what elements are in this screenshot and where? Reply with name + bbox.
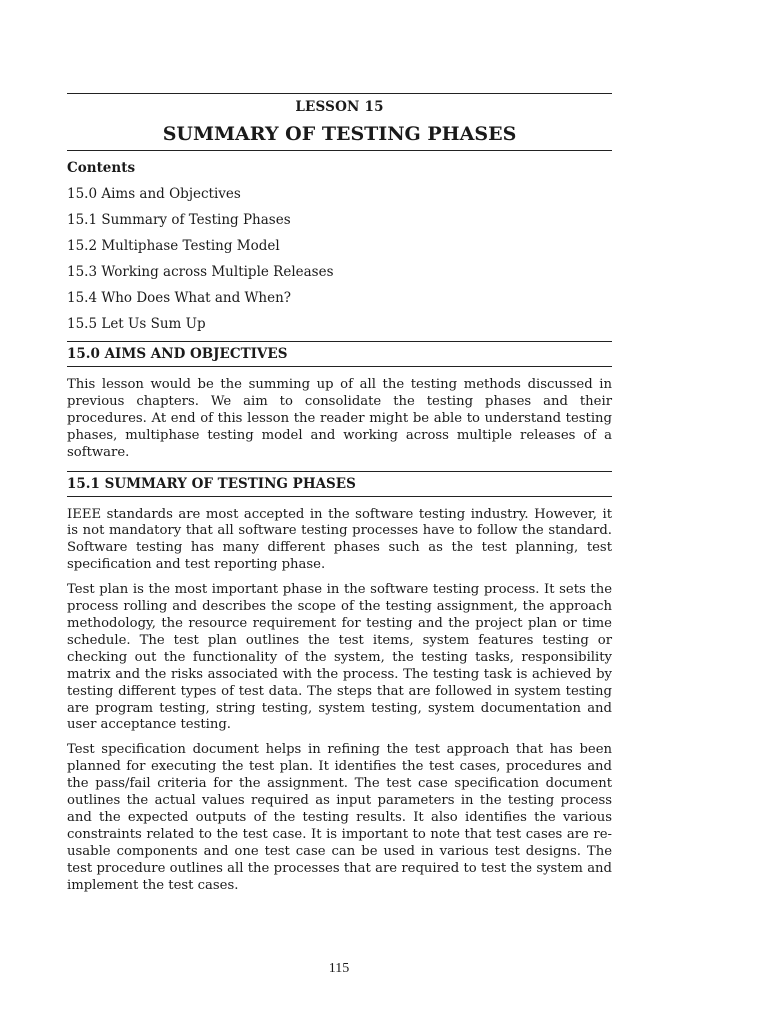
contents-heading: Contents (67, 160, 136, 176)
toc-item-15-2: 15.2 Multiphase Testing Model (67, 238, 280, 254)
top-rule (67, 93, 612, 94)
section-rule (67, 496, 612, 497)
summary-paragraph-3: Test specification document helps in refining the test approach that has been planned for executing the test plan. It identifies the test cases, procedures and the pass/fail criteria for the assignment. The test case specification document outlines the actual values required as input parameters in the testing process and the expected outputs of the testing results. It also identifies the various constraints related to the test case. It is important to note that test cases are re-usable components and one test case can be used in various test designs. The test procedure outlines all the processes that are required to test the system and implement the test cases. (67, 742, 612, 893)
section-rule (67, 341, 612, 342)
table-of-contents (67, 181, 612, 337)
toc-item-15-1: 15.1 Summary of Testing Phases (67, 212, 291, 228)
summary-paragraph-2: Test plan is the most important phase in the software testing process. It sets the process rolling and describes the scope of the testing assignment, the approach methodology, the resource requirement for testing and the project plan or time schedule. The test plan outlines the test items, system features testing or checking out the functionality of the system, the testing tasks, responsibility matrix and the risks associated with the process. The testing task is achieved by testing different types of test data. The steps that are followed in system testing are program testing, string testing, system testing, system documentation and user acceptance testing. (67, 582, 612, 733)
document-page (67, 0, 612, 894)
title-rule (67, 150, 612, 151)
section-heading-summary: 15.1 SUMMARY OF TESTING PHASES (67, 475, 356, 492)
section-rule (67, 471, 612, 472)
toc-item-15-5: 15.5 Let Us Sum Up (67, 316, 206, 332)
page-number: 115 (328, 961, 350, 976)
section-rule (67, 366, 612, 367)
toc-item-15-4: 15.4 Who Does What and When? (67, 290, 292, 306)
section-heading-aims: 15.0 AIMS AND OBJECTIVES (67, 346, 288, 362)
lesson-label: LESSON 15 (295, 99, 384, 115)
summary-paragraph-1: IEEE standards are most accepted in the software testing industry. However, it is not mandatory that all software testing processes have to follow the standard. Software testing has many different phases such as the test planning, test specification and test reporting phase. (67, 506, 612, 573)
aims-paragraph: This lesson would be the summing up of all the testing methods discussed in previous chapters. We aim to consolidate the testing phases and their procedures. At end of this lesson the reader might be able to understand testing phases, multiphase testing model and working across multiple releases of a software. (67, 377, 612, 460)
toc-item-15-0: 15.0 Aims and Objectives (67, 186, 241, 202)
toc-item-15-3: 15.3 Working across Multiple Releases (67, 264, 334, 280)
lesson-title: SUMMARY OF TESTING PHASES (162, 123, 517, 145)
